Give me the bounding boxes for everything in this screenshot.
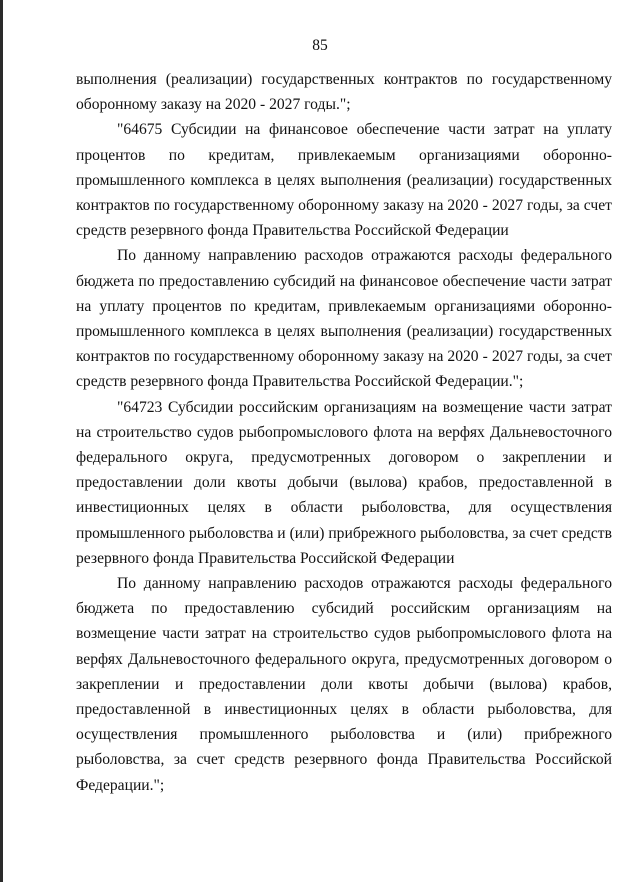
scan-edge	[0, 0, 3, 882]
page-number: 85	[312, 37, 328, 54]
paragraph-description-64675: По данному направлению расходов отражаются расходы федерального бюджета по предоставлению субсидий на финансовое обеспечение части затрат на уплату процентов по кредитам, привлекаемым организациями оборонно-промышленного комплекса в целях выполнения (реализации) государственных контрактов по государственному оборонному заказу на 2020 - 2027 годы, за счет средств резервного фонда Правительства Российской Федерации.";	[76, 247, 612, 391]
paragraph-code-64675: "64675 Субсидии на финансовое обеспечение части затрат на уплату процентов по кредитам, привлекаемым организациями оборонно-промышленного комплекса в целях выполнения (реализации) государственных контрактов по государственному оборонному заказу на 2020 - 2027 годы, за счет средств резервного фонда Правительства Российской Федерации	[76, 121, 612, 240]
paragraph-continuation: выполнения (реализации) государственных контрактов по государственному оборонному заказу на 2020 - 2027 годы.";	[76, 71, 612, 114]
paragraph-code-64723: "64723 Субсидии российским организациям на возмещение части затрат на строительство судов рыбопромыслового флота на верфях Дальневосточного федерального округа, предусмотренных договором о закреплении и предоставлении доли квоты добычи (вылова) крабов, предоставленной в инвестиционных целях в области рыболовства, для осуществления промышленного рыболовства и (или) прибрежного рыболовства, за счет средств резервного фонда Правительства Российской Федерации	[76, 398, 612, 567]
paragraph-description-64723: По данному направлению расходов отражаются расходы федерального бюджета по предоставлению субсидий российским организациям на возмещение части затрат на строительство судов рыбопромыслового флота на верфях Дальневосточного федерального округа, предусмотренных договором о закреплении и предоставлении доли квоты добычи (вылова) крабов, предоставленной в инвестиционных целях в области рыболовства, для осуществления промышленного рыболовства и (или) прибрежного рыболовства, за счет средств резервного фонда Правительства Российской Федерации.";	[76, 575, 612, 794]
document-body	[76, 67, 612, 798]
